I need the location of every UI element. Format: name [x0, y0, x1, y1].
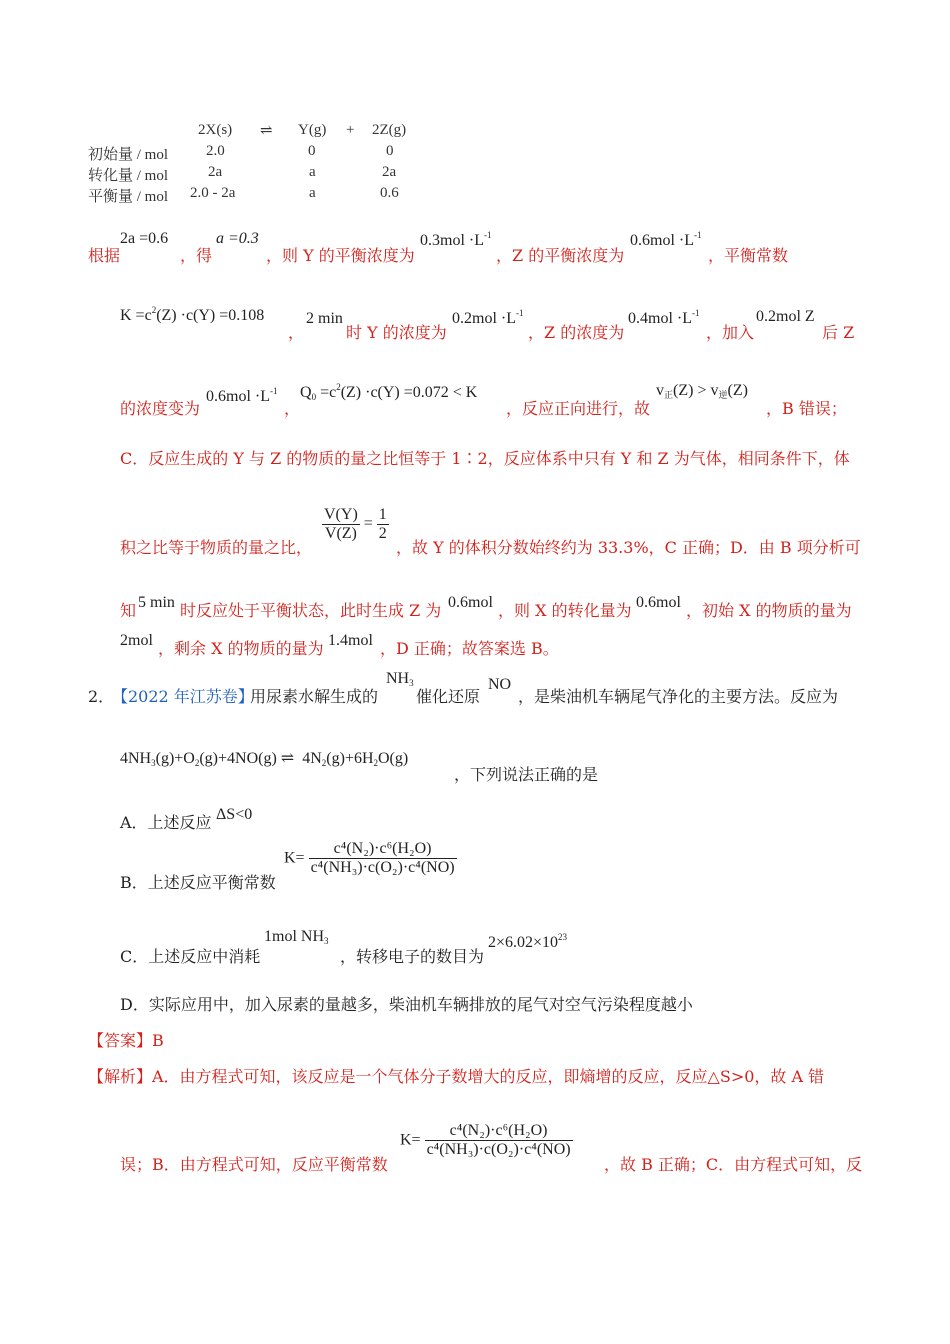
value: 0.2mol ·L [452, 310, 516, 327]
explanation-label: 【解析】 [88, 1067, 153, 1086]
sol-text: ，则 Y 的平衡浓度为 [266, 246, 415, 265]
sol-text: ，Z 的浓度为 [528, 323, 625, 342]
sol-text: ，反应正向进行，故 [506, 399, 651, 418]
subscript: 3 [151, 758, 156, 768]
option-b: B．上述反应平衡常数 [120, 873, 276, 892]
value: K =c [120, 307, 152, 324]
cell-initial-x: 2.0 [206, 143, 225, 159]
subscript: 2 [321, 758, 327, 768]
k-prefix: K= [284, 849, 305, 867]
value: (Z) ·c(Y) =0.108 [156, 307, 265, 324]
subscript: 2 [194, 758, 200, 768]
equilibrium-constant-explanation [400, 1122, 573, 1159]
sol-math: 0.6mol [636, 594, 681, 611]
sol-text: 的浓度变为 [120, 399, 201, 418]
question-number: 2． [88, 687, 115, 706]
eq-reversible-arrow: ⇌ [260, 123, 273, 139]
sol-math: 0.2mol Z [756, 308, 815, 325]
formula-nh3 [386, 670, 414, 688]
exponent: 2 [151, 305, 157, 315]
value: 2×6.02×10 [488, 934, 559, 951]
value: (g)+4NO(g) [199, 750, 277, 767]
sol-math: a =0.3 [216, 230, 259, 247]
sol-text: ， [288, 323, 305, 342]
question-text: 催化还原 [416, 687, 481, 706]
row-label-change: 转化量 / mol [88, 168, 169, 184]
sol-math [300, 382, 477, 402]
formula-no: NO [488, 676, 512, 693]
exponent: -1 [692, 308, 700, 318]
subscript: 逆 [718, 390, 728, 400]
subscript: 2 [373, 758, 378, 768]
volume-ratio-fraction [322, 506, 389, 543]
value: (Z) [727, 382, 748, 399]
value: =c [316, 384, 337, 401]
eq-product-y: Y(g) [298, 122, 327, 138]
sol-text: 后 Z [822, 323, 855, 342]
cell-equilibrium-x: 2.0 - 2a [190, 185, 236, 201]
value: (Z) ·c(Y) =0.072 < K [340, 384, 478, 401]
value: 4N [298, 750, 322, 767]
sol-text: ，得 [180, 246, 213, 265]
fraction-numerator: V(Y) [324, 506, 358, 523]
sol-text: ，故 Y 的体积分数始终约为 33.3%，C 正确；D．由 B 项分析可 [396, 538, 861, 557]
cell-change-z: 2a [382, 164, 397, 180]
explanation-text: 误；B．由方程式可知，反应平衡常数 [120, 1155, 388, 1174]
eq-reactant-x: 2X(s) [198, 122, 233, 138]
cell-initial-z: 0 [386, 143, 394, 159]
option-c-text: ，转移电子的数目为 [340, 947, 485, 966]
option-c: C．上述反应中消耗 [120, 947, 261, 966]
value: 0.3mol ·L [420, 232, 484, 249]
eq-plus: + [346, 122, 355, 138]
sol-math: 2 min [306, 310, 343, 327]
cell-change-x: 2a [208, 164, 223, 180]
sol-math [120, 305, 264, 325]
sol-text: ，剩余 X 的物质的量为 [158, 639, 324, 658]
exponent: -1 [516, 308, 524, 318]
sol-math [628, 308, 700, 328]
subscript: 0 [311, 392, 317, 402]
subscript: 正 [664, 390, 674, 400]
cell-equilibrium-y: a [309, 185, 316, 201]
sol-math: 0.6mol [448, 594, 493, 611]
sol-text: 积之比等于物质的量之比， [120, 538, 313, 557]
sol-text: ， [284, 399, 301, 418]
sol-math: 2mol [120, 632, 153, 649]
sol-text: 根据 [88, 246, 121, 265]
sol-text: 时反应处于平衡状态，此时生成 Z 为 [180, 601, 442, 620]
fraction-denominator: c⁴(NH₃)·c(O₂)·c⁴(NO) [426, 1141, 571, 1158]
exponent: -1 [270, 386, 278, 396]
explanation-text: A．由方程式可知，该反应是一个气体分子数增大的反应，即熵增的反应，反应△S>0，故 A 错 [152, 1067, 825, 1086]
cell-change-y: a [309, 164, 316, 180]
sol-math [452, 308, 524, 328]
cell-equilibrium-z: 0.6 [380, 185, 399, 201]
exponent: -1 [484, 230, 492, 240]
option-c-math [264, 928, 329, 946]
sol-math [656, 382, 748, 401]
equilibrium-constant-b [284, 840, 457, 877]
question-text: ，下列说法正确的是 [454, 765, 599, 784]
fraction-denominator: 2 [378, 525, 387, 542]
value: 0.6mol ·L [630, 232, 694, 249]
exponent: 23 [558, 932, 568, 942]
question-text: ，是柴油机车辆尾气净化的主要方法。反应为 [518, 687, 839, 706]
subscript: 3 [324, 936, 329, 946]
option-c-math [488, 932, 567, 952]
equals-sign: = [363, 515, 373, 533]
option-a: A．上述反应 [120, 813, 212, 832]
reversible-arrow: ⇌ [280, 750, 295, 767]
value: Q [300, 384, 312, 401]
sol-text: ，Z 的平衡浓度为 [496, 246, 625, 265]
eq-product-z: 2Z(g) [372, 122, 407, 138]
sol-text: ，初始 X 的物质的量为 [686, 601, 852, 620]
option-d: D．实际应用中，加入尿素的量越多，柴油机车辆排放的尾气对空气污染程度越小 [120, 995, 693, 1014]
row-label-initial: 初始量 / mol [88, 147, 169, 163]
row-label-equilibrium: 平衡量 / mol [88, 189, 169, 205]
value: 0.4mol ·L [628, 310, 692, 327]
sol-math [206, 386, 278, 406]
sol-math: 5 min [138, 594, 175, 611]
exponent: 2 [336, 382, 341, 392]
reaction-equation [120, 748, 408, 768]
subscript: 3 [409, 678, 414, 688]
fraction-denominator: c⁴(NH₃)·c(O₂)·c⁴(NO) [310, 859, 455, 876]
explanation-text: ，故 B 正确；C．由方程式可知，反 [604, 1155, 863, 1174]
sol-text: ，则 X 的转化量为 [498, 601, 632, 620]
value: 4NH [120, 750, 152, 767]
k-prefix: K= [400, 1131, 421, 1149]
cell-initial-y: 0 [308, 143, 316, 159]
value: v [656, 382, 664, 399]
answer: 【答案】B [88, 1031, 164, 1050]
value: O(g) [378, 750, 409, 767]
sol-math [630, 230, 702, 250]
sol-text: C．反应生成的 Y 与 Z 的物质的量之比恒等于 1∶2，反应体系中只有 Y 和 Z 为气体，相同条件下，体 [120, 449, 850, 468]
value: (Z) > v [673, 382, 719, 399]
option-a-math: ΔS<0 [216, 806, 253, 823]
value: NH [386, 670, 410, 687]
sol-text: ，加入 [706, 323, 755, 342]
exponent: -1 [694, 230, 702, 240]
fraction-numerator: c⁴(N₂)·c⁶(H₂O) [309, 840, 457, 859]
value: 0.6mol ·L [206, 388, 270, 405]
question-text: 用尿素水解生成的 [250, 687, 379, 706]
fraction-denominator: V(Z) [324, 525, 357, 542]
question-source-tag: 【2022 年江苏卷】 [112, 687, 254, 706]
sol-text: ，B 错误； [766, 399, 847, 418]
value: 1mol NH [264, 928, 324, 945]
value: (g)+6H [326, 750, 374, 767]
sol-math: 2a =0.6 [120, 230, 169, 247]
fraction-numerator: 1 [378, 506, 387, 523]
sol-math [420, 230, 492, 250]
sol-math: 1.4mol [328, 632, 373, 649]
sol-text: ，D 正确；故答案选 B。 [380, 639, 559, 658]
sol-text: 时 Y 的浓度为 [346, 323, 447, 342]
value: (g)+O [155, 750, 195, 767]
fraction-numerator: c⁴(N₂)·c⁶(H₂O) [425, 1122, 573, 1141]
sol-text: ，平衡常数 [708, 246, 789, 265]
sol-text: 知 [120, 601, 137, 620]
